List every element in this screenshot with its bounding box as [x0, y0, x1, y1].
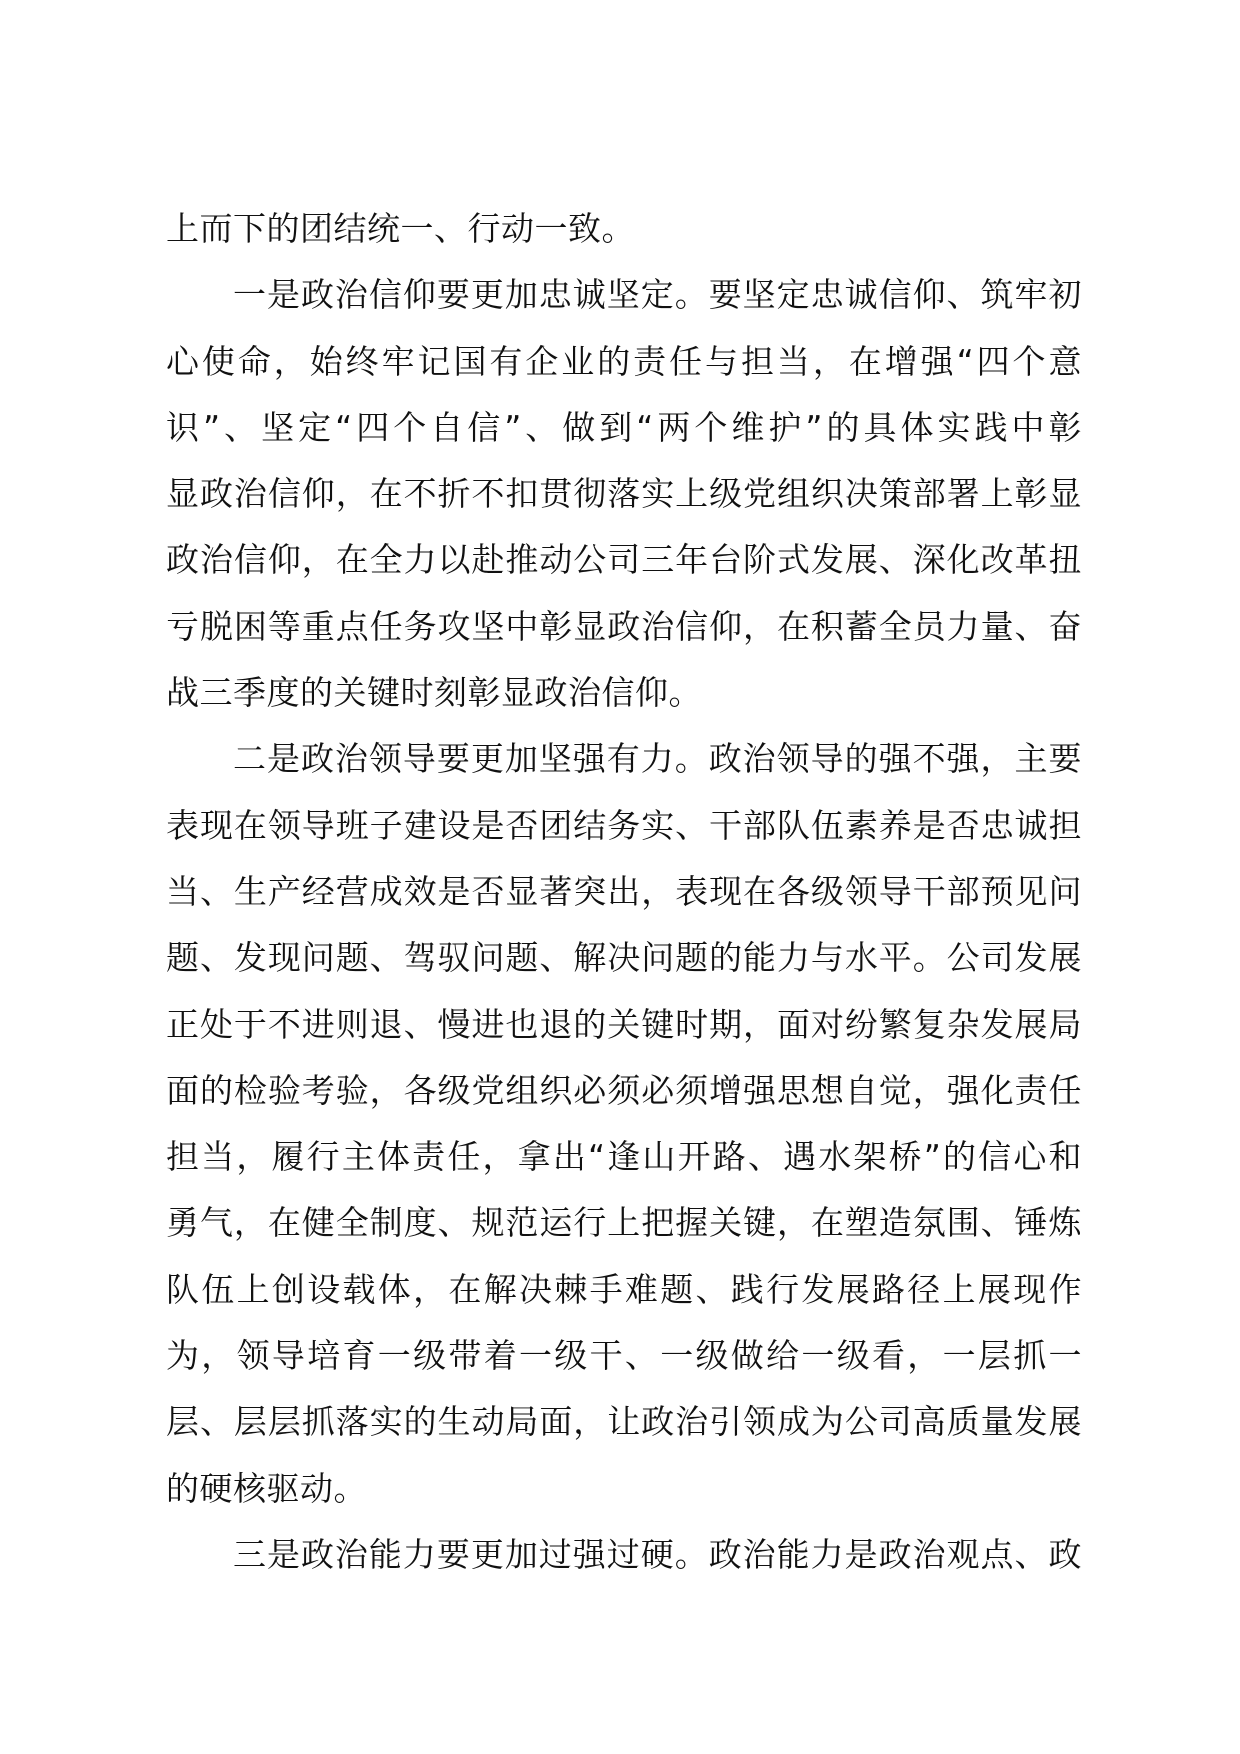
text-line: 的硬核驱动。 [166, 1468, 367, 1508]
text-line: 勇气，在健全制度、规范运行上把握关键，在塑造氛围、锤炼 [166, 1203, 1082, 1243]
text-line: 担当，履行主体责任，拿出“逢山开路、遇水架桥”的信心和 [166, 1137, 1082, 1177]
paragraph-first-line: 三是政治能力要更加过强过硬。政治能力是政治观点、政 [233, 1534, 1082, 1574]
paragraph-first-line: 二是政治领导要更加坚强有力。政治领导的强不强，主要 [233, 739, 1082, 779]
text-line: 表现在领导班子建设是否团结务实、干部队伍素养是否忠诚担 [166, 805, 1082, 845]
text-line: 上而下的团结统一、行动一致。 [166, 209, 635, 248]
text-line: 亏脱困等重点任务攻坚中彰显政治信仰，在积蓄全员力量、奋 [166, 606, 1082, 646]
text-line: 为，领导培育一级带着一级干、一级做给一级看，一层抓一 [166, 1336, 1082, 1376]
text-line: 面的检验考验，各级党组织必须必须增强思想自觉，强化责任 [166, 1070, 1082, 1110]
text-line: 当、生产经营成效是否显著突出，表现在各级领导干部预见问 [166, 871, 1082, 911]
body-text [166, 196, 1082, 1588]
text-line: 战三季度的关键时刻彰显政治信仰。 [166, 673, 702, 713]
text-line: 层、层层抓落实的生动局面，让政治引领成为公司高质量发展 [166, 1402, 1082, 1442]
text-line: 政治信仰，在全力以赴推动公司三年台阶式发展、深化改革扭 [166, 540, 1082, 580]
text-line: 显政治信仰，在不折不扣贯彻落实上级党组织决策部署上彰显 [166, 474, 1082, 514]
paragraph-first-line: 一是政治信仰要更加忠诚坚定。要坚定忠诚信仰、筑牢初 [233, 275, 1082, 315]
text-line: 识”、坚定“四个自信”、做到“两个维护”的具体实践中彰 [166, 407, 1082, 447]
text-line: 题、发现问题、驾驭问题、解决问题的能力与水平。公司发展 [166, 938, 1082, 978]
text-line: 心使命，始终牢记国有企业的责任与担当，在增强“四个意 [166, 341, 1082, 381]
text-line: 正处于不进则退、慢进也退的关键时期，面对纷繁复杂发展局 [166, 1004, 1082, 1044]
text-line: 队伍上创设载体，在解决棘手难题、践行发展路径上展现作 [166, 1269, 1082, 1309]
